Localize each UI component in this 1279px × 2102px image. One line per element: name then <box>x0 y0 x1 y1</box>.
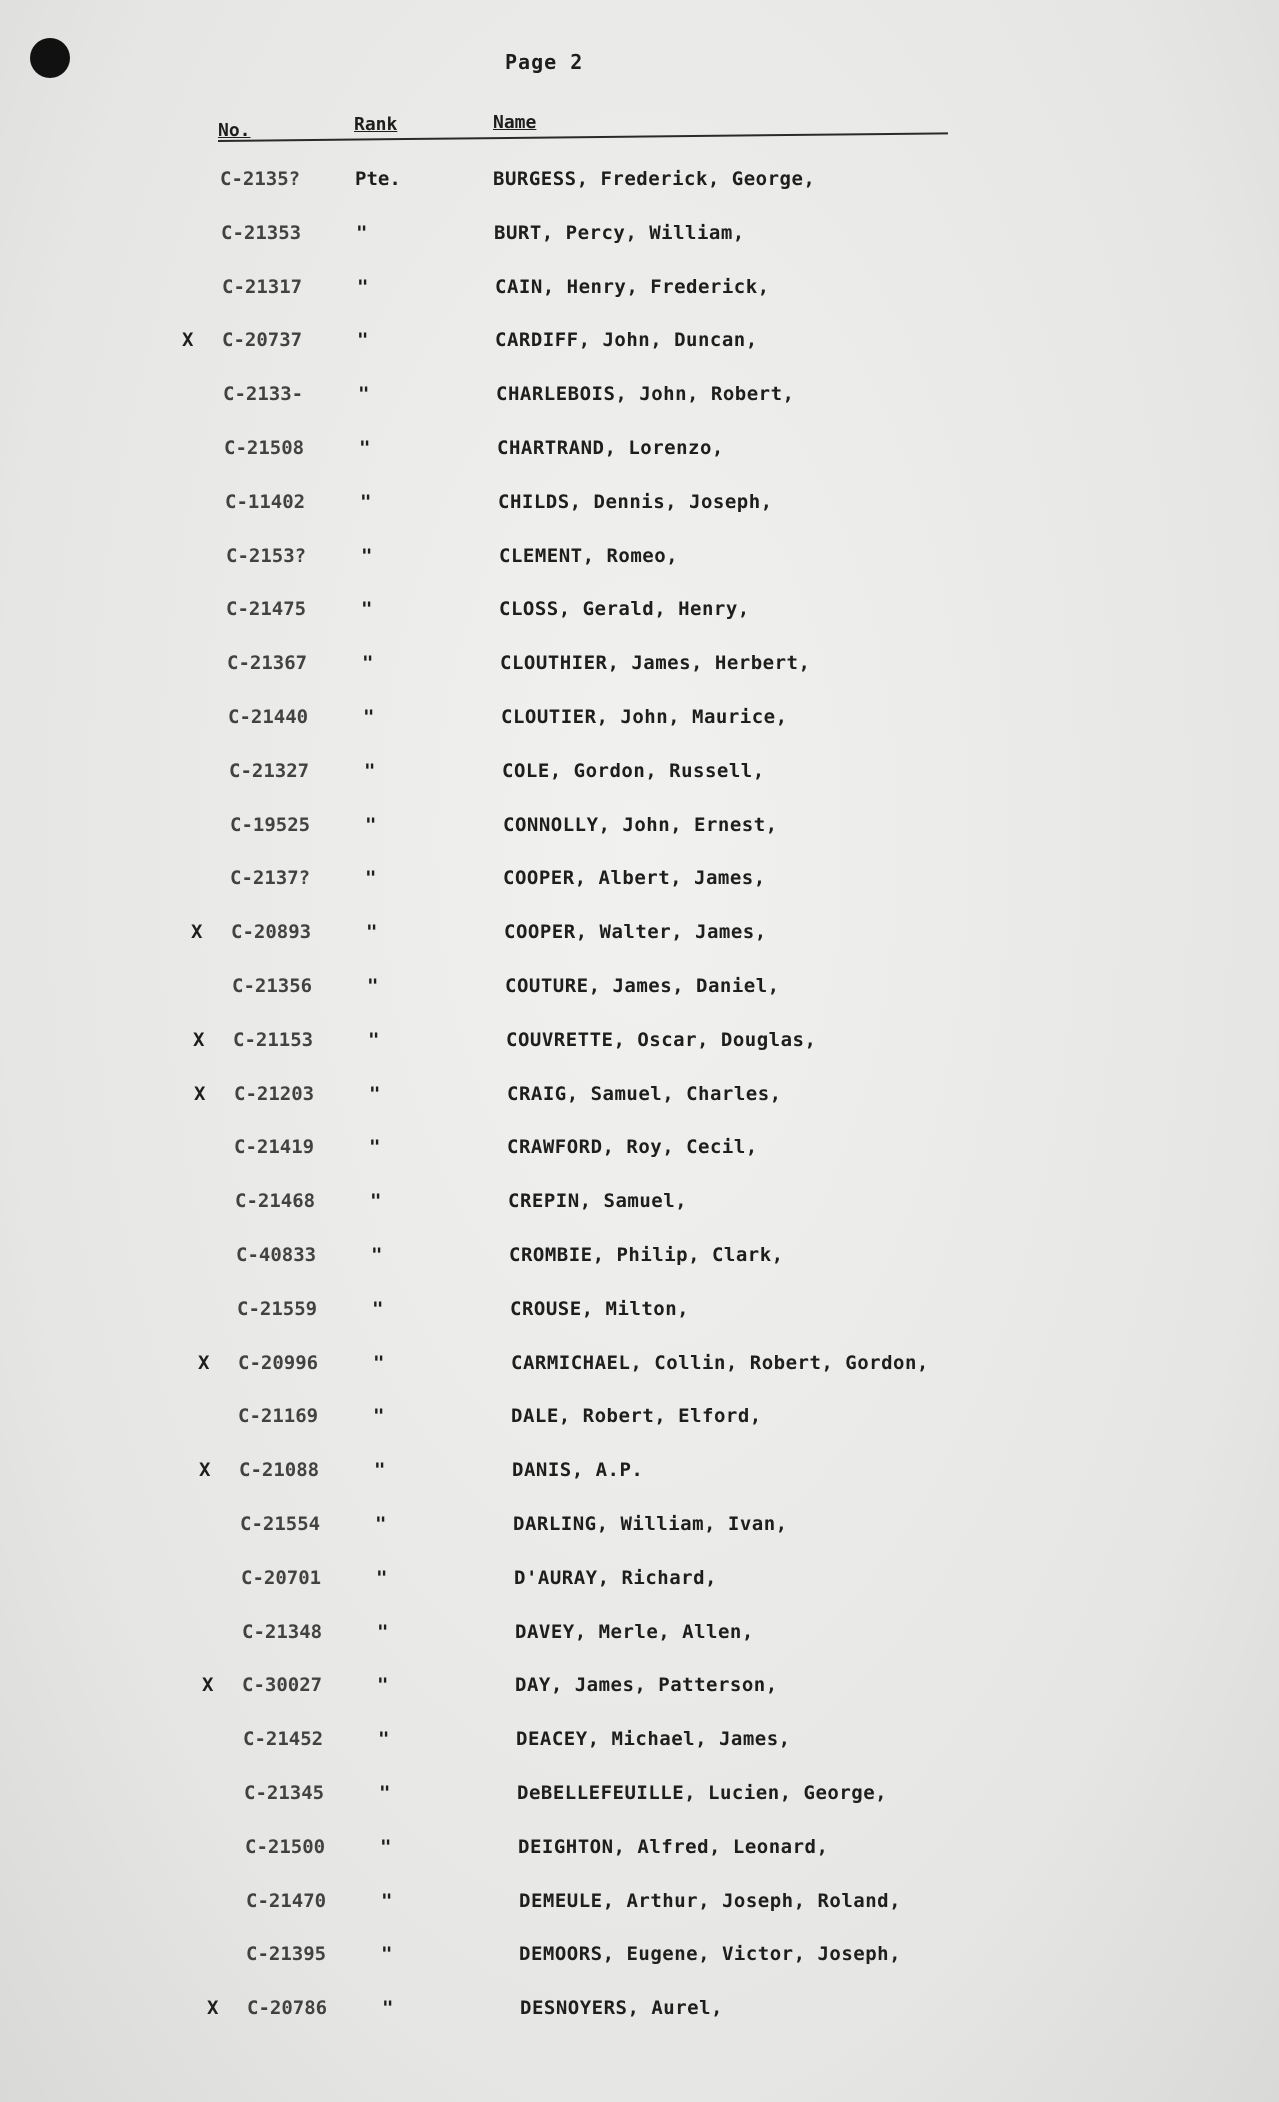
row-mark: X <box>207 1997 219 2020</box>
soldier-name: CARDIFF, John, Duncan, <box>495 329 758 352</box>
soldier-name: CHARTRAND, Lorenzo, <box>497 437 724 459</box>
rank: " <box>373 1405 385 1428</box>
list-item <box>0 1405 1279 1445</box>
rank: " <box>368 1028 380 1051</box>
soldier-name: CROMBIE, Philip, Clark, <box>509 1244 784 1266</box>
rank: " <box>367 975 379 997</box>
service-number: C-21353 <box>221 221 302 244</box>
rank: " <box>361 544 373 567</box>
rank: " <box>361 598 373 621</box>
soldier-name: COOPER, Albert, James, <box>503 867 766 890</box>
row-mark: X <box>194 1082 206 1105</box>
service-number: C-2153? <box>226 544 307 567</box>
rank: " <box>378 1728 390 1751</box>
rank: " <box>380 1835 392 1858</box>
service-number: C-20737 <box>222 329 303 352</box>
soldier-name: CRAIG, Samuel, Charles, <box>507 1082 782 1105</box>
service-number: C-21508 <box>224 437 305 459</box>
service-number: C-11402 <box>225 490 306 513</box>
service-number: C-2137? <box>230 867 311 890</box>
service-number: C-20786 <box>247 1997 328 2020</box>
service-number: C-21327 <box>229 759 310 782</box>
rank: " <box>365 867 377 890</box>
header-rank: Rank <box>354 114 398 135</box>
soldier-name: CROUSE, Milton, <box>510 1297 690 1320</box>
service-number: C-20996 <box>238 1351 319 1374</box>
soldier-name: BURT, Percy, William, <box>494 221 745 244</box>
list-item <box>0 437 1279 477</box>
list-item <box>0 329 1279 369</box>
service-number: C-2133- <box>223 383 304 406</box>
row-mark: X <box>182 329 194 352</box>
rank: " <box>360 490 372 513</box>
service-number: C-21559 <box>237 1297 318 1320</box>
service-number: C-2135? <box>220 168 301 190</box>
soldier-name: DALE, Robert, Elford, <box>511 1405 762 1428</box>
soldier-name: DARLING, William, Ivan, <box>513 1513 788 1535</box>
list-item <box>0 222 1279 262</box>
rank: " <box>359 437 371 459</box>
service-number: C-21452 <box>243 1728 324 1751</box>
list-item <box>0 652 1279 692</box>
list-item <box>0 1029 1279 1069</box>
list-item <box>0 276 1279 316</box>
service-number: C-21356 <box>232 975 313 997</box>
service-number: C-21169 <box>238 1405 319 1428</box>
rank: " <box>373 1351 385 1374</box>
service-number: C-21419 <box>234 1136 315 1159</box>
service-number: C-21554 <box>240 1513 321 1535</box>
list-item <box>0 1513 1279 1553</box>
service-number: C-20701 <box>241 1566 322 1589</box>
list-item <box>0 1890 1279 1930</box>
page-number: Page 2 <box>505 50 584 74</box>
soldier-name: CRAWFORD, Roy, Cecil, <box>507 1136 758 1159</box>
service-number: C-19525 <box>230 813 311 836</box>
soldier-name: D'AURAY, Richard, <box>514 1566 717 1589</box>
list-item <box>0 1836 1279 1876</box>
soldier-name: DAVEY, Merle, Allen, <box>515 1620 754 1643</box>
service-number: C-21317 <box>222 275 303 298</box>
soldier-name: CLOUTHIER, James, Herbert, <box>500 652 811 675</box>
list-item <box>0 1459 1279 1499</box>
list-item <box>0 706 1279 746</box>
rank: " <box>362 652 374 675</box>
row-mark: X <box>193 1028 205 1051</box>
list-item <box>0 1621 1279 1661</box>
soldier-name: DESNOYERS, Aurel, <box>520 1997 723 2020</box>
soldier-name: COLE, Gordon, Russell, <box>502 759 765 782</box>
soldier-name: DANIS, A.P. <box>512 1459 644 1482</box>
rank: " <box>357 275 369 298</box>
list-item <box>0 491 1279 531</box>
service-number: C-21475 <box>226 598 307 621</box>
rank: " <box>375 1513 387 1535</box>
list-item <box>0 1244 1279 1284</box>
list-item <box>0 1997 1279 2037</box>
list-item <box>0 1782 1279 1822</box>
service-number: C-21440 <box>228 706 309 728</box>
soldier-name: CLEMENT, Romeo, <box>499 544 679 567</box>
rank: " <box>379 1782 391 1804</box>
row-mark: X <box>199 1459 211 1482</box>
list-item <box>0 1728 1279 1768</box>
rank: Pte. <box>355 168 401 190</box>
service-number: C-21088 <box>239 1459 320 1482</box>
soldier-name: BURGESS, Frederick, George, <box>493 168 816 190</box>
rank: " <box>377 1620 389 1643</box>
rank: " <box>364 759 376 782</box>
service-number: C-21367 <box>227 652 308 675</box>
service-number: C-20893 <box>231 921 312 944</box>
rank: " <box>357 329 369 352</box>
list-item <box>0 1943 1279 1983</box>
rank: " <box>369 1136 381 1159</box>
service-number: C-21345 <box>244 1782 325 1804</box>
row-mark: X <box>198 1351 210 1374</box>
service-number: C-40833 <box>236 1244 317 1266</box>
service-number: C-21500 <box>245 1835 326 1858</box>
service-number: C-21153 <box>233 1028 314 1051</box>
list-item <box>0 760 1279 800</box>
soldier-name: CREPIN, Samuel, <box>508 1190 688 1213</box>
soldier-name: DeBELLEFEUILLE, Lucien, George, <box>517 1782 888 1804</box>
rank: " <box>372 1297 384 1320</box>
rank: " <box>358 383 370 406</box>
list-item <box>0 1136 1279 1176</box>
soldier-name: DEACEY, Michael, James, <box>516 1728 791 1751</box>
list-item <box>0 1567 1279 1607</box>
list-item <box>0 867 1279 907</box>
rank: " <box>376 1566 388 1589</box>
soldier-name: DEMOORS, Eugene, Victor, Joseph, <box>519 1943 902 1966</box>
service-number: C-21468 <box>235 1190 316 1213</box>
list-item <box>0 545 1279 585</box>
list-item <box>0 383 1279 423</box>
list-item <box>0 1674 1279 1714</box>
header-no: No. <box>218 120 251 141</box>
service-number: C-21395 <box>246 1943 327 1966</box>
soldier-name: CLOUTIER, John, Maurice, <box>501 706 788 728</box>
service-number: C-21470 <box>246 1889 327 1912</box>
rank: " <box>365 813 377 836</box>
soldier-name: COUTURE, James, Daniel, <box>505 975 780 997</box>
soldier-name: CLOSS, Gerald, Henry, <box>499 598 750 621</box>
rank: " <box>369 1082 381 1105</box>
header-name: Name <box>493 112 537 133</box>
soldier-name: CHILDS, Dennis, Joseph, <box>498 490 773 513</box>
service-number: C-30027 <box>242 1674 323 1697</box>
list-item <box>0 598 1279 638</box>
rank: " <box>370 1190 382 1213</box>
list-item <box>0 975 1279 1015</box>
list-item <box>0 1352 1279 1392</box>
rank: " <box>377 1674 389 1697</box>
soldier-name: DEMEULE, Arthur, Joseph, Roland, <box>519 1889 902 1912</box>
rank: " <box>374 1459 386 1482</box>
list-item <box>0 1190 1279 1230</box>
service-number: C-21348 <box>242 1620 323 1643</box>
service-number: C-21203 <box>234 1082 315 1105</box>
list-item <box>0 1083 1279 1123</box>
soldier-name: CHARLEBOIS, John, Robert, <box>496 383 795 406</box>
rank: " <box>381 1889 393 1912</box>
soldier-name: CARMICHAEL, Collin, Robert, Gordon, <box>511 1351 929 1374</box>
soldier-name: DEIGHTON, Alfred, Leonard, <box>518 1835 829 1858</box>
rank: " <box>382 1997 394 2020</box>
rank: " <box>371 1244 383 1266</box>
list-item <box>0 814 1279 854</box>
soldier-name: COUVRETTE, Oscar, Douglas, <box>506 1028 817 1051</box>
list-item <box>0 921 1279 961</box>
soldier-name: DAY, James, Patterson, <box>515 1674 778 1697</box>
rank: " <box>381 1943 393 1966</box>
soldier-name: CAIN, Henry, Frederick, <box>495 275 770 298</box>
rank: " <box>356 221 368 244</box>
soldier-name: CONNOLLY, John, Ernest, <box>503 813 778 836</box>
rank: " <box>363 706 375 728</box>
rank: " <box>366 921 378 944</box>
list-item <box>0 1298 1279 1338</box>
row-mark: X <box>202 1674 214 1697</box>
row-mark: X <box>191 921 203 944</box>
list-item <box>0 168 1279 208</box>
soldier-name: COOPER, Walter, James, <box>504 921 767 944</box>
